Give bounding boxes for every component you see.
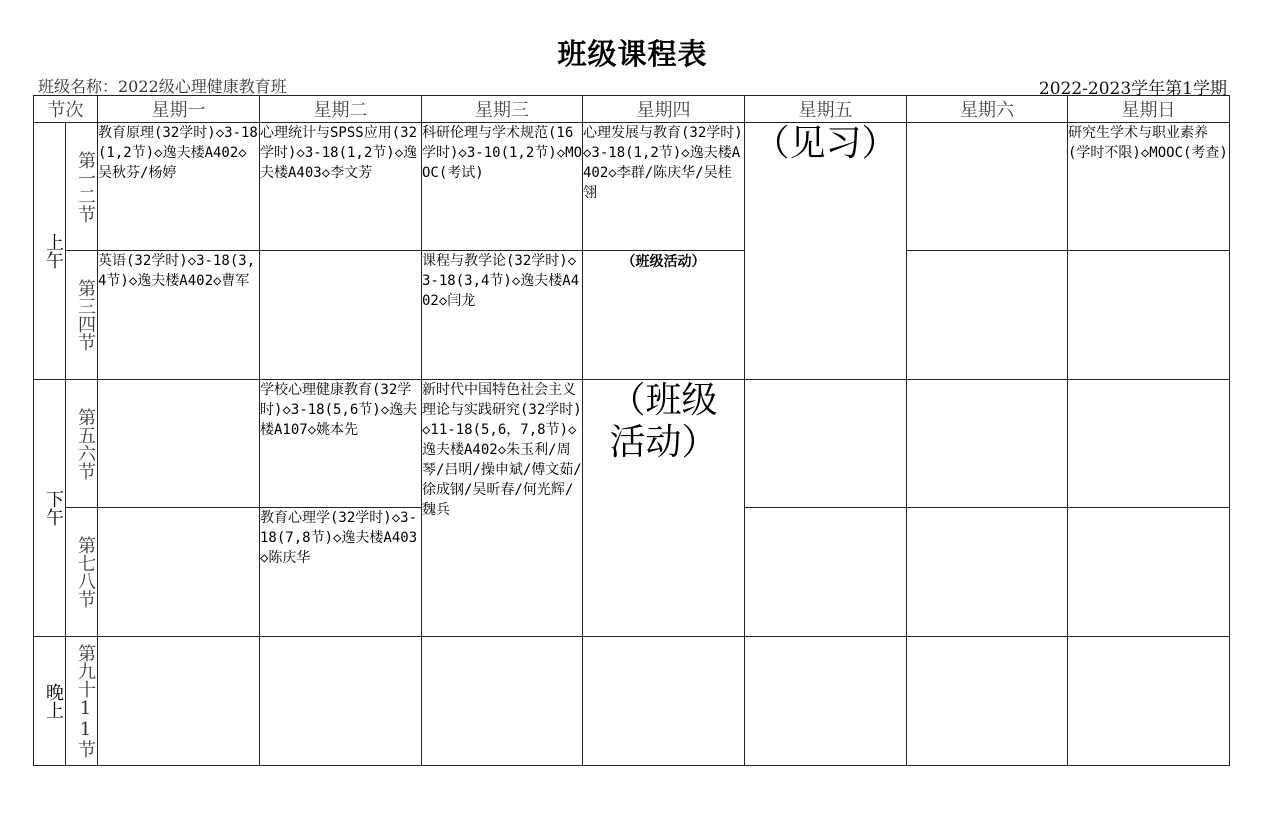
header-day-sun: 星期日: [1068, 96, 1230, 123]
empty-cell[interactable]: [907, 380, 1068, 508]
header-day-mon: 星期一: [98, 96, 260, 123]
empty-cell[interactable]: [1068, 380, 1230, 508]
empty-cell[interactable]: [260, 251, 422, 380]
course-cell[interactable]: 新时代中国特色社会主义理论与实践研究(32学时)◇11-18(5,6，7,8节)◇逸夫楼A402◇朱玉利/周琴/吕明/操申斌/傅文茹/徐成钢/吴昕春/何光辉/魏兵: [422, 380, 583, 637]
group-morning: 上午: [34, 123, 66, 380]
friday-practicum-cell[interactable]: [745, 123, 907, 380]
period-3-4: 第三四节: [66, 251, 98, 380]
course-cell[interactable]: 课程与教学论(32学时)◇3-18(3,4节)◇逸夫楼A402◇闫龙: [422, 251, 583, 380]
empty-cell[interactable]: [1068, 637, 1230, 766]
empty-cell[interactable]: [745, 508, 907, 637]
empty-cell[interactable]: [907, 123, 1068, 251]
header-day-tue: 星期二: [260, 96, 422, 123]
empty-cell[interactable]: [907, 508, 1068, 637]
empty-cell[interactable]: [98, 508, 260, 637]
period-9-11: 第九十11节: [66, 637, 98, 766]
header-period: 节次: [34, 96, 98, 123]
empty-cell[interactable]: [98, 380, 260, 508]
class-activity-cell[interactable]: [583, 251, 745, 380]
course-cell[interactable]: 心理统计与SPSS应用(32学时)◇3-18(1,2节)◇逸夫楼A403◇李文芳: [260, 123, 422, 251]
empty-cell[interactable]: [583, 637, 745, 766]
term-label: 2022-2023学年第1学期: [1038, 79, 1227, 99]
course-cell[interactable]: 英语(32学时)◇3-18(3,4节)◇逸夫楼A402◇曹军: [98, 251, 260, 380]
class-name-label: 班级名称：2022级心理健康教育班: [38, 77, 287, 96]
group-evening: 晚上: [34, 637, 66, 766]
course-cell[interactable]: 研究生学术与职业素养(学时不限)◇MOOC(考查): [1068, 123, 1230, 251]
practicum-label: （见习）: [753, 123, 898, 164]
class-activity-cell-large[interactable]: [583, 380, 745, 637]
course-cell[interactable]: 心理发展与教育(32学时)◇3-18(1,2节)◇逸夫楼A402◇李群/陈庆华/吴桂翎: [583, 123, 745, 251]
class-activity-label: （班级活动）: [621, 254, 706, 270]
class-activity-large-label: （班级活动）: [609, 380, 718, 463]
schedule-table: [33, 95, 1230, 766]
header-day-thu: 星期四: [583, 96, 745, 123]
course-cell[interactable]: 学校心理健康教育(32学时)◇3-18(5,6节)◇逸夫楼A107◇姚本先: [260, 380, 422, 508]
header-day-fri: 星期五: [745, 96, 907, 123]
header-day-sat: 星期六: [907, 96, 1068, 123]
empty-cell[interactable]: [907, 637, 1068, 766]
period-5-6: 第五六节: [66, 380, 98, 508]
page-title: 班级课程表: [557, 37, 708, 71]
empty-cell[interactable]: [1068, 251, 1230, 380]
header-day-wed: 星期三: [422, 96, 583, 123]
period-1-2: 第一二节: [66, 123, 98, 251]
course-cell[interactable]: 科研伦理与学术规范(16学时)◇3-10(1,2节)◇MOOC(考试): [422, 123, 583, 251]
empty-cell[interactable]: [260, 637, 422, 766]
empty-cell[interactable]: [98, 637, 260, 766]
empty-cell[interactable]: [745, 380, 907, 508]
period-7-8: 第七八节: [66, 508, 98, 637]
course-cell[interactable]: 教育心理学(32学时)◇3-18(7,8节)◇逸夫楼A403◇陈庆华: [260, 508, 422, 637]
course-cell[interactable]: 教育原理(32学时)◇3-18(1,2节)◇逸夫楼A402◇吴秋芬/杨婷: [98, 123, 260, 251]
group-afternoon: 下午: [34, 380, 66, 637]
empty-cell[interactable]: [1068, 508, 1230, 637]
empty-cell[interactable]: [745, 637, 907, 766]
empty-cell[interactable]: [907, 251, 1068, 380]
empty-cell[interactable]: [422, 637, 583, 766]
